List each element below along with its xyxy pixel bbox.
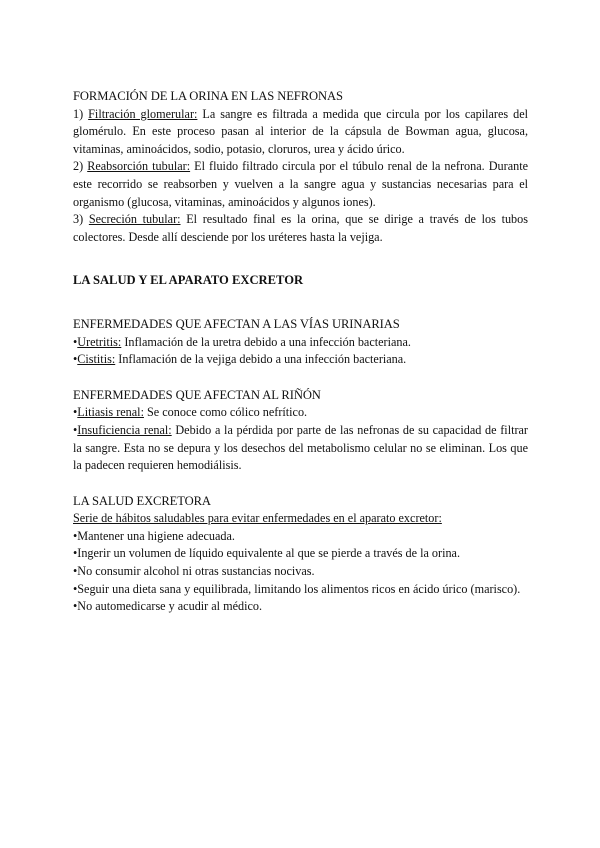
item-number: 1) [73,106,89,121]
section-title-rinon: ENFERMEDADES QUE AFECTAN AL RIÑÓN [73,387,321,402]
item-text: Inflamación de la uretra debido a una infección bacteriana. [121,334,411,349]
item-text: La sangre es filtrada a medida que circula por los capilares del glomérulo. En este proceso pasan al interior de la cápsula de Bowman agua, glucosa, vitaminas, aminoácidos, sodio, potasio, cloruros, urea y ácido úrico. [73,106,529,156]
item-text: El fluido filtrado circula por el túbulo renal de la nefrona. Durante este recorrido se reabsorben y vuelven a la sangre agua y sustancias necesarias para el organismo (glucosa, vitaminas, aminoácidos y algunos iones). [73,159,528,209]
item-text: Se conoce como cólico nefrítico. [143,405,308,420]
term-uretritis: Uretritis: [77,334,122,349]
item-text: Inflamación de la vejiga debido a una infección bacteriana. [115,352,407,367]
document-page [73,88,528,616]
list-item-habito: •Ingerir un volumen de líquido equivalente al que se pierde a través de la orina. [73,546,461,561]
bullet: • [73,405,78,420]
term-cistitis: Cistitis: [77,352,116,367]
list-item-reabsorcion [73,158,528,211]
list-item-habito: •Mantener una higiene adecuada. [73,528,235,543]
bullet: • [73,352,78,367]
term-insuficiencia: Insuficiencia renal: [77,422,172,437]
item-number: 2) [73,159,88,174]
section-title-salud-excretora: LA SALUD EXCRETORA [73,493,211,508]
list-item-secrecion [73,211,528,246]
item-number: 3) [73,212,89,227]
term-reabsorcion: Reabsorción tubular: [87,159,191,174]
section-title-vias-urinarias: ENFERMEDADES QUE AFECTAN A LAS VÍAS URINARIAS [73,316,400,331]
item-text: El resultado final es la orina, que se dirige a través de los tubos colectores. Desde allí desciende por los uréteres hasta la vejiga. [73,212,528,244]
section-title-salud-aparato-excretor: LA SALUD Y EL APARATO EXCRETOR [73,273,304,288]
term-filtracion: Filtración glomerular: [88,106,198,121]
section-title-formacion-orina: FORMACIÓN DE LA ORINA EN LAS NEFRONAS [73,89,343,103]
list-item-litiasis [73,404,528,422]
item-text: Debido a la pérdida por parte de las nefronas de su capacidad de filtrar la sangre. Esta no se depura y los desechos del metabolismo celular no se eliminan. Los que la padecen requieren hemodiálisis. [73,422,528,473]
term-litiasis: Litiasis renal: [77,405,144,420]
list-item-habito: •No automedicarse y acudir al médico. [73,599,263,614]
list-item-cistitis [73,351,528,369]
bullet: • [73,422,78,437]
section-subtitle-habitos: Serie de hábitos saludables para evitar enfermedades en el aparato excretor: [73,511,442,526]
list-item-uretritis [73,334,528,352]
list-item-habito: •Seguir una dieta sana y equilibrada, limitando los alimentos ricos en ácido úrico (marisco). [73,581,521,596]
term-secrecion: Secreción tubular: [88,212,181,227]
list-item-filtracion [73,106,528,159]
bullet: • [73,334,78,349]
list-item-habito: •No consumir alcohol ni otras sustancias nocivas. [73,564,315,579]
list-item-insuficiencia [73,422,528,475]
